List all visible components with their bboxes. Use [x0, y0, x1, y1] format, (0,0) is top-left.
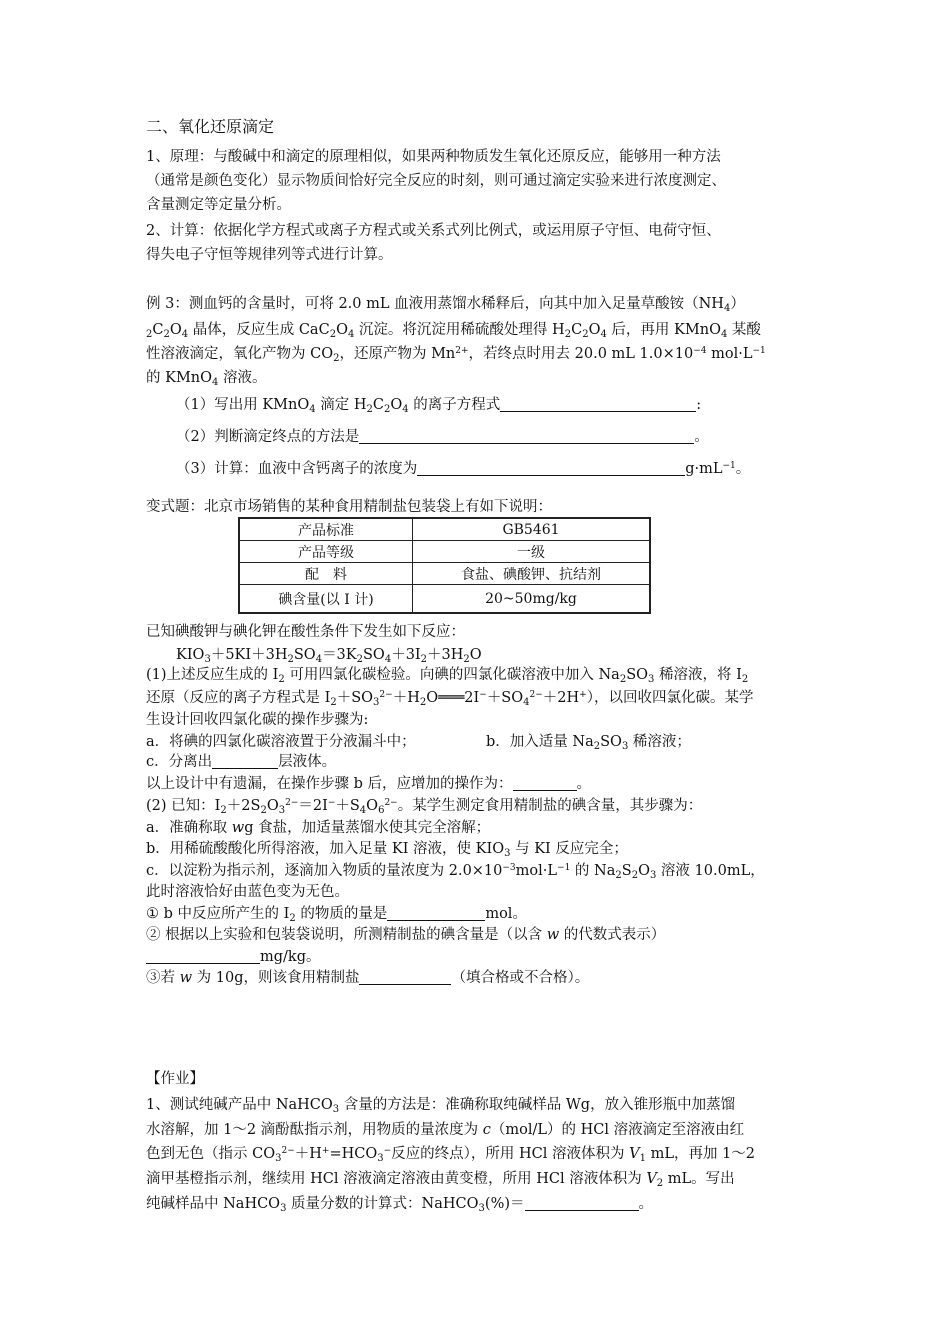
example3-line: 例 3：测血钙的含量时，可将 2.0 mL 血液用蒸馏水稀释后，向其中加入足量草酸铵$(NH_4)$: [146, 296, 745, 314]
answer-blank[interactable]: [359, 970, 451, 985]
step-b: b．加入适量 $Na_2SO_3$ 稀溶液；: [486, 734, 691, 752]
table-cell: 配 料: [239, 563, 413, 585]
step-2a: a．准确称取 wg 食盐，加适量蒸馏水使其完全溶解；: [146, 820, 491, 836]
part1-line: 生设计回收四氯化碳的操作步骤为:: [146, 712, 369, 728]
table-cell: 一级: [413, 541, 651, 563]
variant-intro: 变式题：北京市场销售的某种食用精制盐包装袋上有如下说明：: [146, 499, 552, 515]
step-a: a．将碘的四氯化碳溶液置于分液漏斗中；: [146, 734, 416, 750]
homework-line: 纯碱样品中 NaHCO$_3$ 质量分数的计算式：NaHCO$_3$(%)＝ 。: [146, 1196, 653, 1214]
known-line: 已知碘酸钾与碘化钾在酸性条件下发生如下反应：: [146, 624, 465, 640]
principle-line: 含量测定等定量分析。: [146, 197, 291, 213]
answer-2: ② 根据以上实验和包装袋说明，所测精制盐的碘含量是（以含 w 的代数式表示）: [146, 927, 666, 943]
equation: $KIO_3+5KI+3H_2SO_4=3K_2SO_4+3I_2+3H_2O$: [176, 647, 482, 665]
answer-blank[interactable]: [500, 397, 696, 412]
principle-line: 1、原理：与酸碱中和滴定的原理相似，如果两种物质发生氧化还原反应，能够用一种方法: [146, 149, 721, 165]
answer-blank[interactable]: [525, 1196, 639, 1211]
table-row: [239, 541, 650, 563]
answer-blank[interactable]: [387, 906, 485, 921]
part2-line: (2) 已知：$I_2+2S_2O_3^{2-}=2I^-+S_4O_6^{2-}$。某学生测定食用精制盐的碘含量，其步骤为：: [146, 798, 703, 816]
table-cell: 产品标准: [239, 518, 413, 541]
homework-title: 【作业】: [146, 1071, 204, 1087]
answer-blank[interactable]: [359, 429, 694, 444]
answer-2-cont: mg/kg。: [146, 948, 321, 966]
step-2b: b．用稀硫酸酸化所得溶液，加入足量 KI 溶液，使 $KIO_3$ 与 KI 反应完全；: [146, 841, 628, 859]
part1-line: (1)上述反应生成的 $I_2$ 可用四氯化碳检验。向碘的四氯化碳溶液中加入 $Na_2SO_3$ 稀溶液，将 $I_2$: [146, 667, 749, 685]
answer-blank[interactable]: [417, 461, 685, 476]
table-row: [239, 585, 650, 614]
step-2c: c．以淀粉为指示剂，逐滴加入物质的量浓度为 $2.0\times 10^{-3}mol\cdot L^{-1}$ 的 $Na_2S_2O_3$ 溶液 10.0mL，: [146, 863, 765, 881]
table-row: [239, 518, 650, 541]
question-2: （2）判断滴定终点的方法是 。: [176, 429, 709, 445]
step-c: c．分离出 层液体。: [146, 754, 337, 770]
part1-line: 还原（反应的离子方程式是 $I_2+SO_3^{2-}+H_2O═══2I^-+SO_4^{2-}+2H^+$），以回收四氯化碳。某学: [146, 690, 754, 708]
table-row: [239, 563, 650, 585]
answer-blank[interactable]: [212, 754, 278, 769]
calc-line: 得失电子守恒等规律列等式进行计算。: [146, 247, 393, 263]
salt-spec-table: [238, 517, 651, 614]
step-2c-cont: 此时溶液恰好由蓝色变为无色。: [146, 884, 349, 900]
missing-step-line: 以上设计中有遗漏，在操作步骤 b 后，应增加的操作为： 。: [146, 776, 591, 792]
example3-line: 性溶液滴定，氧化产物为 $CO_2$，还原产物为 $Mn^{2+}$，若终点时用去 20.0 mL $1.0\times 10^{-4}$ $mol\cdot L^{-1}$: [146, 346, 766, 364]
example3-line: $_2C_2O_4$ 晶体，反应生成 $CaC_2O_4$ 沉淀。将沉淀用稀硫酸处理得 $H_2C_2O_4$ 后，再用 KMnO$_4$ 某酸: [146, 322, 761, 340]
answer-blank[interactable]: [146, 949, 260, 964]
table-cell: 产品等级: [239, 541, 413, 563]
calc-line: 2、计算：依据化学方程式或离子方程式或关系式列比例式，或运用原子守恒、电荷守恒、: [146, 223, 721, 239]
answer-1: ① b 中反应所产生的 $I_2$ 的物质的量是 mol。: [146, 906, 527, 924]
homework-line: 水溶解，加 1～2 滴酚酞指示剂，用物质的量浓度为 c（mol/L）的 HCl 溶液滴定至溶液由红: [146, 1122, 745, 1138]
homework-line: 滴甲基橙指示剂，继续用 HCl 溶液滴定溶液由黄变橙，所用 HCl 溶液体积为 $V_2$ mL。写出: [146, 1171, 735, 1189]
example3-line: 的 KMnO$_4$ 溶液。: [146, 370, 267, 388]
table-cell: 食盐、碘酸钾、抗结剂: [413, 563, 651, 585]
principle-line: （通常是颜色变化）显示物质间恰好完全反应的时刻，则可通过滴定实验来进行浓度测定、: [146, 173, 726, 189]
homework-line: 色到无色（指示 $CO_3^{2-}+H^+=HCO_3^-$反应的终点），所用 HCl 溶液体积为 $V_1$ mL，再加 1～2: [146, 1146, 756, 1164]
question-1: （1）写出用 KMnO$_4$ 滴定 $H_2C_2O_4$ 的离子方程式 :: [176, 397, 702, 415]
answer-3: ③若 w 为 10g，则该食用精制盐 （填合格或不合格）。: [146, 970, 590, 986]
homework-line: 1、测试纯碱产品中 NaHCO$_3$ 含量的方法是：准确称取纯碱样品 Wg，放入锥形瓶中加蒸馏: [146, 1097, 736, 1115]
table-cell: 碘含量(以 I 计): [239, 585, 413, 614]
table-cell: GB5461: [413, 518, 651, 541]
table-cell: 20~50mg/kg: [413, 585, 651, 614]
question-3: （3）计算：血液中含钙离子的浓度为 $g\cdot mL^{-1}$。: [176, 461, 751, 477]
answer-blank[interactable]: [513, 776, 577, 791]
section-title: 二、氧化还原滴定: [146, 117, 275, 136]
